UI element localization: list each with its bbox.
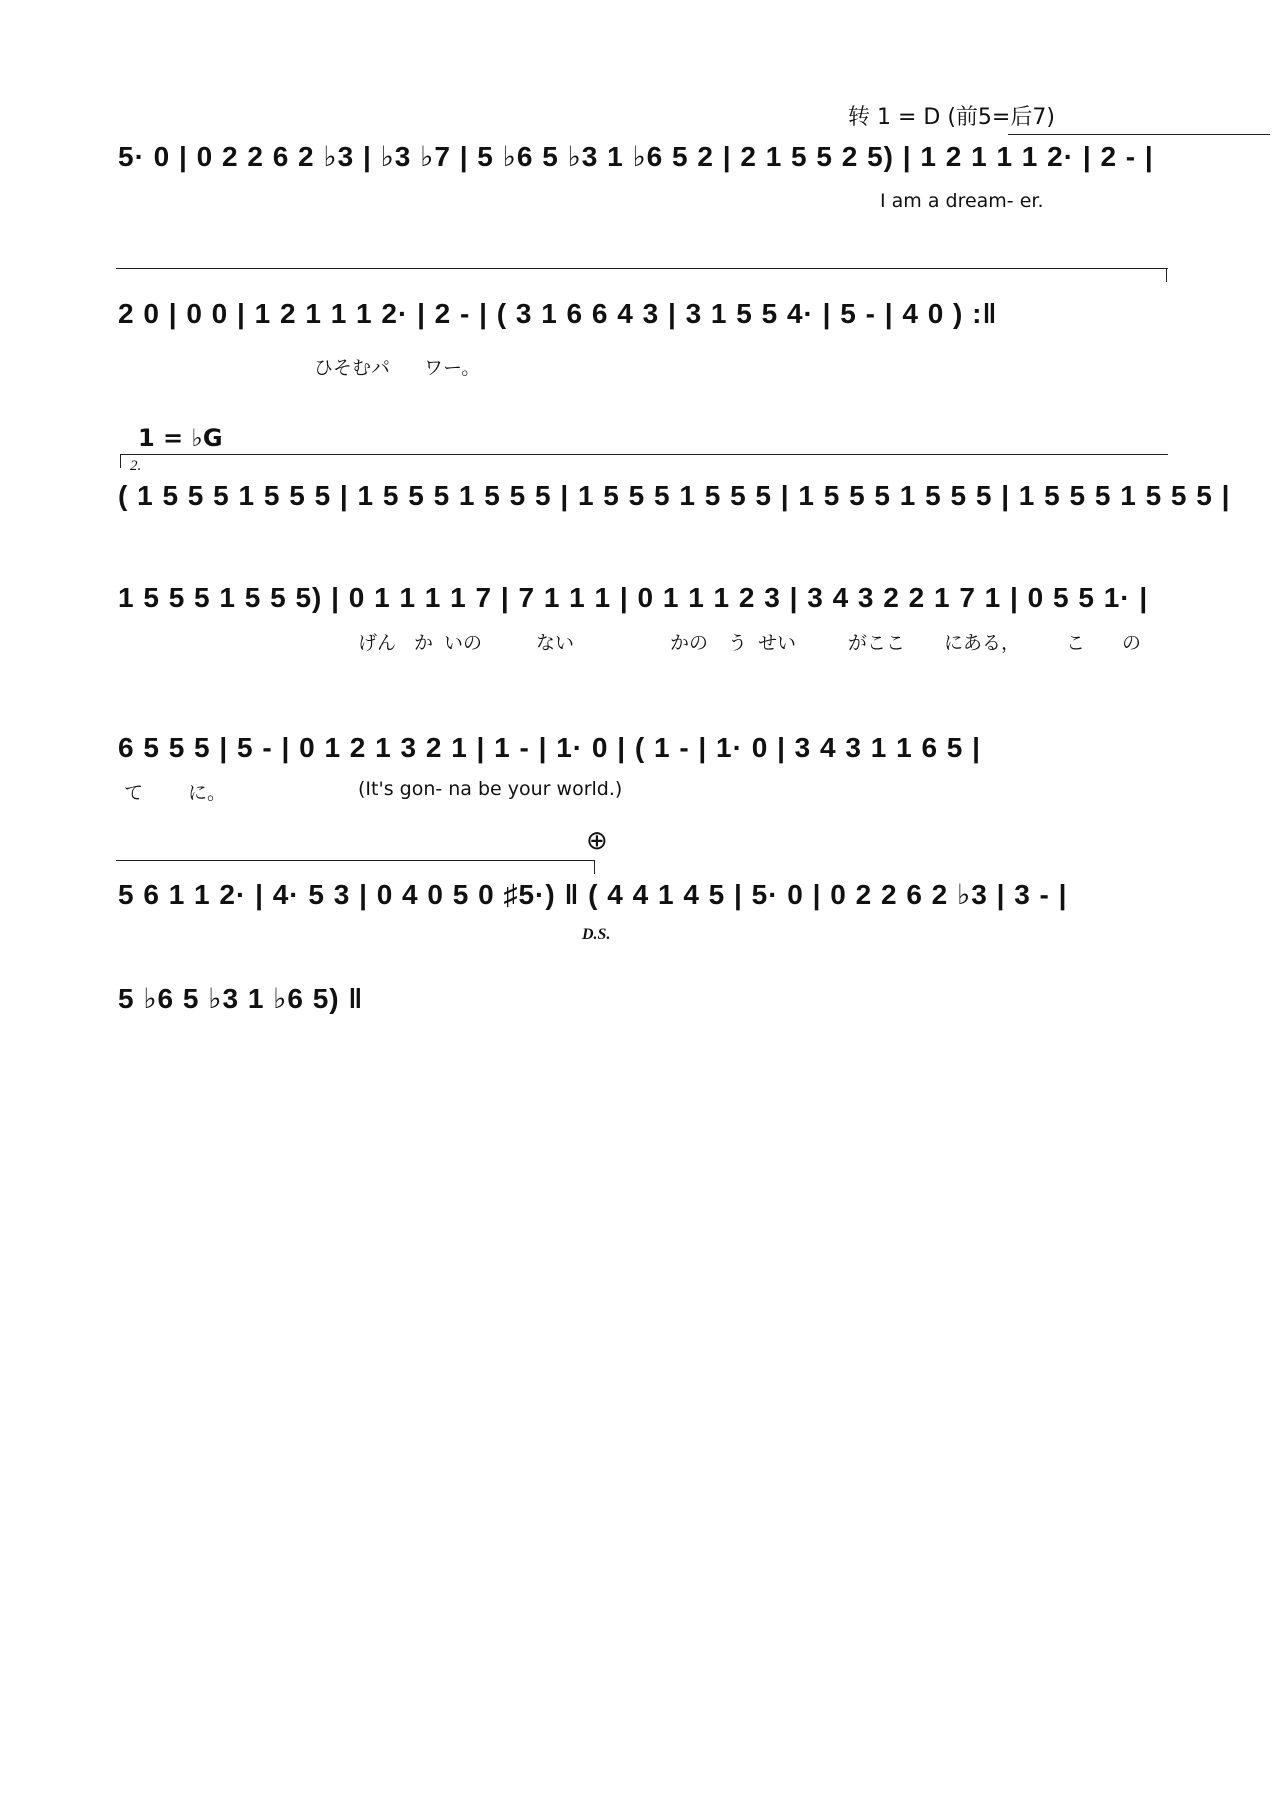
- music-line: 6 5 5 5 | 5 - | 0 1 2 1 3 2 1 | 1 - | 1· 0 | ( 1 - | 1· 0 | 3 4 3 1 1 6 5 |: [118, 732, 981, 763]
- ds-marking: D.S.: [582, 926, 611, 943]
- volta-bracket-3: [116, 860, 594, 861]
- music-line: 5· 0 | 0 2 2 6 2 ♭3 | ♭3 ♭7 | 5 ♭6 5 ♭3 1 ♭6 5 2 | 2 1 5 5 2 5) | 1 2 1 1 1 2· | 2 - |: [118, 141, 1154, 172]
- lyric-fragment: か: [414, 632, 434, 654]
- staff-system-3: [118, 418, 1231, 528]
- volta-bracket-end: [1166, 268, 1167, 282]
- volta-bracket-1: [116, 268, 1168, 269]
- volta-bracket-2: [120, 454, 1168, 455]
- volta-bracket-end: [594, 860, 595, 874]
- lyric-fragment: て: [124, 782, 144, 804]
- staff-system-7: [118, 978, 1168, 1038]
- lyric-fragment: の: [1122, 632, 1142, 654]
- staff-system-1: [118, 120, 1168, 230]
- staff-system-4: [118, 572, 1168, 672]
- lyric-fragment: せい: [758, 632, 797, 654]
- key-change-annotation: 转 1 = D (前5=后7): [848, 105, 1055, 130]
- key-signature: 1 = ♭G: [138, 424, 223, 452]
- music-line: 2 0 | 0 0 | 1 2 1 1 1 2· | 2 - | ( 3 1 6 6 4 3 | 3 1 5 5 4· | 5 - | 4 0 ) :‖: [118, 298, 998, 329]
- lyric-fragment: ない: [536, 632, 575, 654]
- coda-sign: ⊕: [586, 826, 608, 856]
- lyric-fragment: かの: [670, 632, 709, 654]
- music-line: 5 6 1 1 2· | 4· 5 3 | 0 4 0 5 0 ♯5·) ‖ ( 4 4 1 4 5 | 5· 0 | 0 2 2 6 2 ♭3 | 3 - |: [118, 879, 1068, 910]
- lyric-line: I am a dream- er.: [880, 190, 1044, 212]
- lyric-fragment: (It's gon- na be your world.): [358, 778, 623, 800]
- slur-line: [1008, 134, 1270, 135]
- staff-system-2: [118, 268, 1168, 378]
- lyric-fragment: こ: [1066, 632, 1086, 654]
- music-line: ( 1 5 5 5 1 5 5 5 | 1 5 5 5 1 5 5 5 | 1 5 5 5 1 5 5 5 | 1 5 5 5 1 5 5 5 | 1 5 5 5 1 5 5 5 |: [118, 480, 1231, 511]
- lyric-fragment: に。: [188, 782, 227, 804]
- volta-bracket-start: [120, 454, 121, 468]
- lyric-fragment: がここ: [848, 632, 906, 654]
- music-line: 1 5 5 5 1 5 5 5) | 0 1 1 1 1 7 | 7 1 1 1 | 0 1 1 1 2 3 | 3 4 3 2 2 1 7 1 | 0 5 5 1· |: [118, 582, 1149, 613]
- lyric-fragment: う: [728, 632, 748, 654]
- lyric-fragment: ワー。: [424, 357, 481, 379]
- staff-system-6: [118, 826, 1168, 950]
- lyric-fragment: にある，: [944, 632, 1021, 654]
- volta-number: 2.: [130, 458, 142, 474]
- lyric-fragment: ひそむパ: [314, 357, 391, 379]
- staff-system-5: [118, 722, 1168, 822]
- lyric-fragment: いの: [444, 632, 483, 654]
- music-line: 5 ♭6 5 ♭3 1 ♭6 5) ‖: [118, 983, 364, 1014]
- lyric-fragment: げん: [358, 632, 397, 654]
